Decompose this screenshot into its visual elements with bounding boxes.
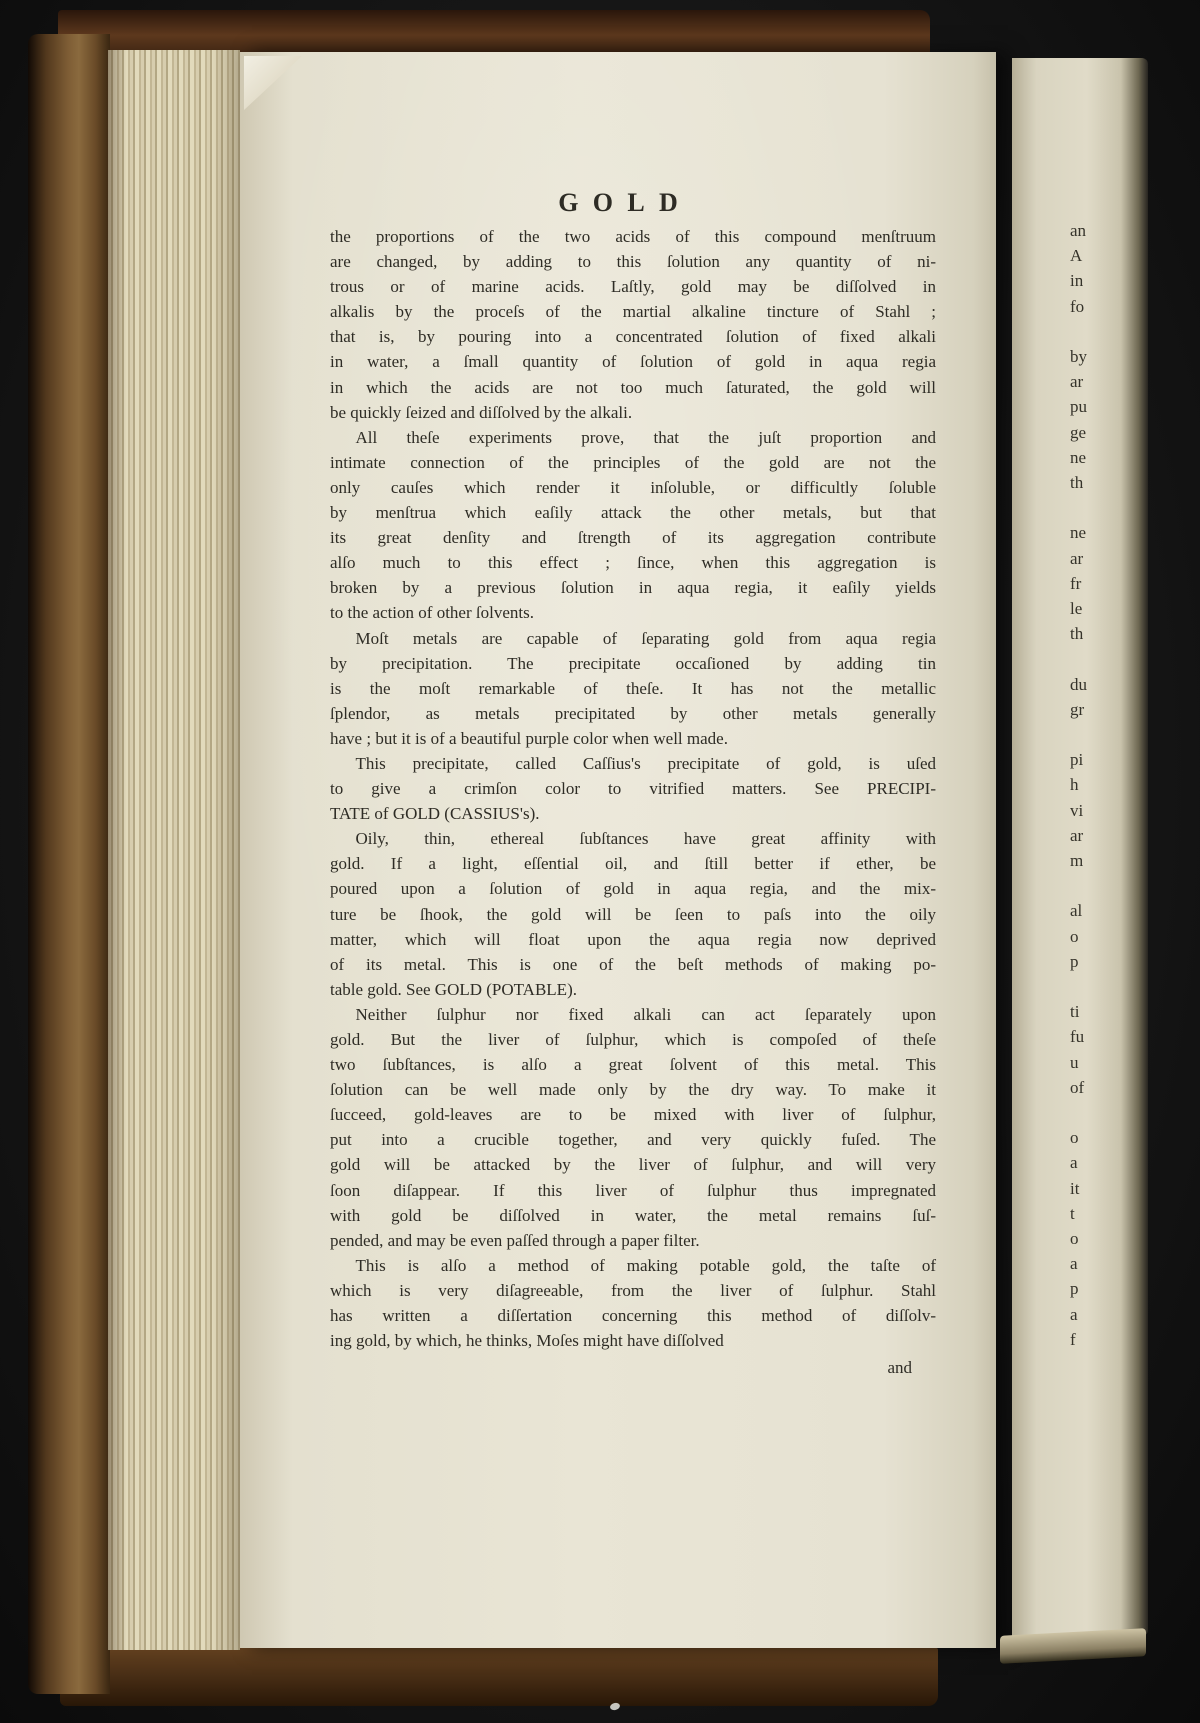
text-line: the proportions of the two acids of this compound menſtruum bbox=[330, 227, 936, 246]
paragraph bbox=[330, 751, 936, 826]
text-line: has written a diſſertation concerning this method of diſſolv- bbox=[330, 1306, 936, 1326]
next-page-fragment: o bbox=[1070, 926, 1079, 946]
next-page-fragment: ar bbox=[1070, 548, 1084, 568]
text-line: Neither ſulphur nor fixed alkali can act ſeparately upon bbox=[355, 1004, 936, 1024]
text-line: ture be ſhook, the gold will be ſeen to paſs into the oily bbox=[330, 904, 936, 924]
next-page-fragment bbox=[1070, 319, 1087, 344]
text-line: to the action of other ſolvents. bbox=[330, 603, 534, 623]
next-page-fragment: h bbox=[1070, 775, 1079, 795]
next-page-fragment: ar bbox=[1070, 825, 1084, 845]
paragraph bbox=[330, 425, 936, 626]
text-line: which is very diſagreeable, from the liver of ſulphur. Stahl bbox=[330, 1280, 936, 1300]
paragraph bbox=[330, 1002, 936, 1253]
next-page-sliver bbox=[1012, 58, 1148, 1636]
text-line: This is alſo a method of making potable gold, the taſte of bbox=[355, 1255, 936, 1275]
page-text-block bbox=[330, 224, 936, 1353]
next-page-fragment: fo bbox=[1070, 296, 1085, 316]
next-page-fragment: vi bbox=[1070, 800, 1084, 820]
next-page-fragment: o bbox=[1070, 1128, 1079, 1148]
next-page-fragment: in bbox=[1070, 271, 1084, 291]
next-page-fragment: u bbox=[1070, 1052, 1079, 1072]
next-page-fragment: gr bbox=[1070, 699, 1085, 719]
text-line: to give a crimſon color to vitrified matters. See PRECIPI- bbox=[330, 779, 936, 799]
text-line: alſo much to this effect ; ſince, when this aggregation is bbox=[330, 553, 936, 573]
text-line: matter, which will float upon the aqua regia now deprived bbox=[330, 929, 936, 949]
text-line: broken by a previous ſolution in aqua regia, it eaſily yields bbox=[330, 578, 936, 598]
next-page-fragment bbox=[1070, 646, 1087, 671]
text-line: alkalis by the proceſs of the martial alkaline tincture of Stahl ; bbox=[330, 302, 936, 322]
next-page-fragment: by bbox=[1070, 347, 1087, 366]
next-page-fragment bbox=[1070, 722, 1087, 747]
next-page-fragment: m bbox=[1070, 851, 1084, 871]
next-page-fragment bbox=[1070, 1100, 1087, 1125]
book-cover-bottom-edge bbox=[60, 1648, 938, 1706]
next-page-fragment: fr bbox=[1070, 573, 1082, 593]
next-page-fragment: f bbox=[1070, 1329, 1076, 1349]
next-page-fragment: of bbox=[1070, 1077, 1085, 1097]
text-line: have ; but it is of a beautiful purple color when well made. bbox=[330, 728, 728, 748]
page-corner-fold bbox=[244, 56, 302, 110]
text-line: gold. If a light, eſſential oil, and ſtill better if ether, be bbox=[330, 854, 936, 874]
next-page-fragment: le bbox=[1070, 599, 1083, 619]
text-line: ſplendor, as metals precipitated by other metals generally bbox=[330, 703, 936, 723]
text-line: of its metal. This is one of the beſt methods of making po- bbox=[330, 954, 936, 974]
next-page-fragment: o bbox=[1070, 1229, 1079, 1249]
page-header: GOLD bbox=[558, 188, 693, 217]
paper-speck bbox=[609, 1702, 620, 1711]
next-page-fragment: ne bbox=[1070, 447, 1087, 467]
text-line: Moſt metals are capable of ſeparating gold from aqua regia bbox=[355, 628, 936, 648]
book-page bbox=[240, 52, 996, 1648]
next-page-fragment bbox=[1070, 495, 1087, 520]
catchword: and bbox=[887, 1358, 912, 1377]
page-fore-edges bbox=[108, 50, 240, 1650]
text-line: only cauſes which render it inſoluble, or difficultly ſoluble bbox=[330, 477, 936, 497]
book-spine bbox=[28, 34, 110, 1694]
paragraph bbox=[330, 626, 936, 751]
text-line: that is, by pouring into a concentrated ſolution of fixed alkali bbox=[330, 327, 936, 347]
next-page-fragment: p bbox=[1070, 951, 1079, 971]
text-line: two ſubſtances, is alſo a great ſolvent of this metal. This bbox=[330, 1055, 936, 1075]
next-page-fragment bbox=[1070, 873, 1087, 898]
next-page-fragment: pi bbox=[1070, 750, 1084, 770]
text-line: with gold be diſſolved in water, the metal remains ſuſ- bbox=[330, 1205, 936, 1225]
next-page-fragment: a bbox=[1070, 1254, 1078, 1274]
next-page-fragment: th bbox=[1070, 624, 1084, 644]
text-line: Oily, thin, ethereal ſubſtances have great affinity with bbox=[355, 829, 936, 849]
next-page-fragment: p bbox=[1070, 1279, 1079, 1299]
text-line: gold. But the liver of ſulphur, which is compoſed of theſe bbox=[330, 1030, 936, 1049]
next-page-fragment: al bbox=[1070, 901, 1083, 921]
next-page-fragment: A bbox=[1070, 246, 1083, 266]
text-line: by precipitation. The precipitate occaſioned by adding tin bbox=[330, 653, 936, 673]
text-line: TATE of GOLD (CASSIUS's). bbox=[330, 804, 540, 824]
text-line: in water, a ſmall quantity of ſolution of gold in aqua regia bbox=[330, 352, 936, 372]
text-line: by menſtrua which eaſily attack the other metals, but that bbox=[330, 503, 936, 523]
text-line: are changed, by adding to this ſolution any quantity of ni- bbox=[330, 252, 936, 272]
text-line: gold will be attacked by the liver of ſulphur, and will very bbox=[330, 1155, 936, 1175]
text-line: be quickly ſeized and diſſolved by the alkali. bbox=[330, 402, 633, 422]
next-page-fragment: ge bbox=[1070, 422, 1087, 442]
next-page-fragment: t bbox=[1070, 1203, 1075, 1223]
text-line: ſoon diſappear. If this liver of ſulphur thus impregnated bbox=[330, 1180, 936, 1200]
text-line: its great denſity and ſtrength of its aggregation contribute bbox=[330, 528, 936, 548]
text-line: ſolution can be well made only by the dry way. To make it bbox=[330, 1080, 936, 1100]
text-line: All theſe experiments prove, that the juſt proportion and bbox=[355, 427, 936, 447]
next-page-fragments bbox=[1070, 218, 1087, 1352]
next-page-fragment: ti bbox=[1070, 1002, 1080, 1022]
next-page-fragment: a bbox=[1070, 1304, 1078, 1324]
text-line: in which the acids are not too much ſaturated, the gold will bbox=[330, 377, 936, 397]
next-page-fragment: ne bbox=[1070, 523, 1087, 543]
text-line: table gold. See GOLD (POTABLE). bbox=[330, 979, 577, 999]
next-page-fragment: th bbox=[1070, 473, 1084, 493]
text-line: ſucceed, gold-leaves are to be mixed with liver of ſulphur, bbox=[330, 1105, 936, 1125]
next-page-fragment bbox=[1070, 974, 1087, 999]
text-line: This precipitate, called Caſſius's precipitate of gold, is uſed bbox=[355, 753, 936, 773]
paragraph bbox=[330, 224, 936, 425]
next-page-fragment: pu bbox=[1070, 397, 1087, 417]
next-page-fragment: a bbox=[1070, 1153, 1078, 1173]
next-page-fragment: an bbox=[1070, 221, 1087, 240]
text-line: intimate connection of the principles of the gold are not the bbox=[330, 452, 936, 472]
paragraph bbox=[330, 1253, 936, 1353]
next-page-fragment: ar bbox=[1070, 372, 1084, 392]
text-line: poured upon a ſolution of gold in aqua regia, and the mix- bbox=[330, 879, 936, 899]
text-line: pended, and may be even paſſed through a paper filter. bbox=[330, 1230, 700, 1250]
text-line: ing gold, by which, he thinks, Moſes might have diſſolved bbox=[330, 1331, 724, 1351]
next-page-fragment: du bbox=[1070, 674, 1087, 694]
next-page-fragment: fu bbox=[1070, 1027, 1085, 1047]
text-line: put into a crucible together, and very quickly fuſed. The bbox=[330, 1130, 936, 1150]
text-line: is the moſt remarkable of theſe. It has not the metallic bbox=[330, 678, 936, 698]
text-line: trous or of marine acids. Laſtly, gold may be diſſolved in bbox=[330, 277, 936, 297]
paragraph bbox=[330, 826, 936, 1002]
next-page-fragment: it bbox=[1070, 1178, 1080, 1198]
